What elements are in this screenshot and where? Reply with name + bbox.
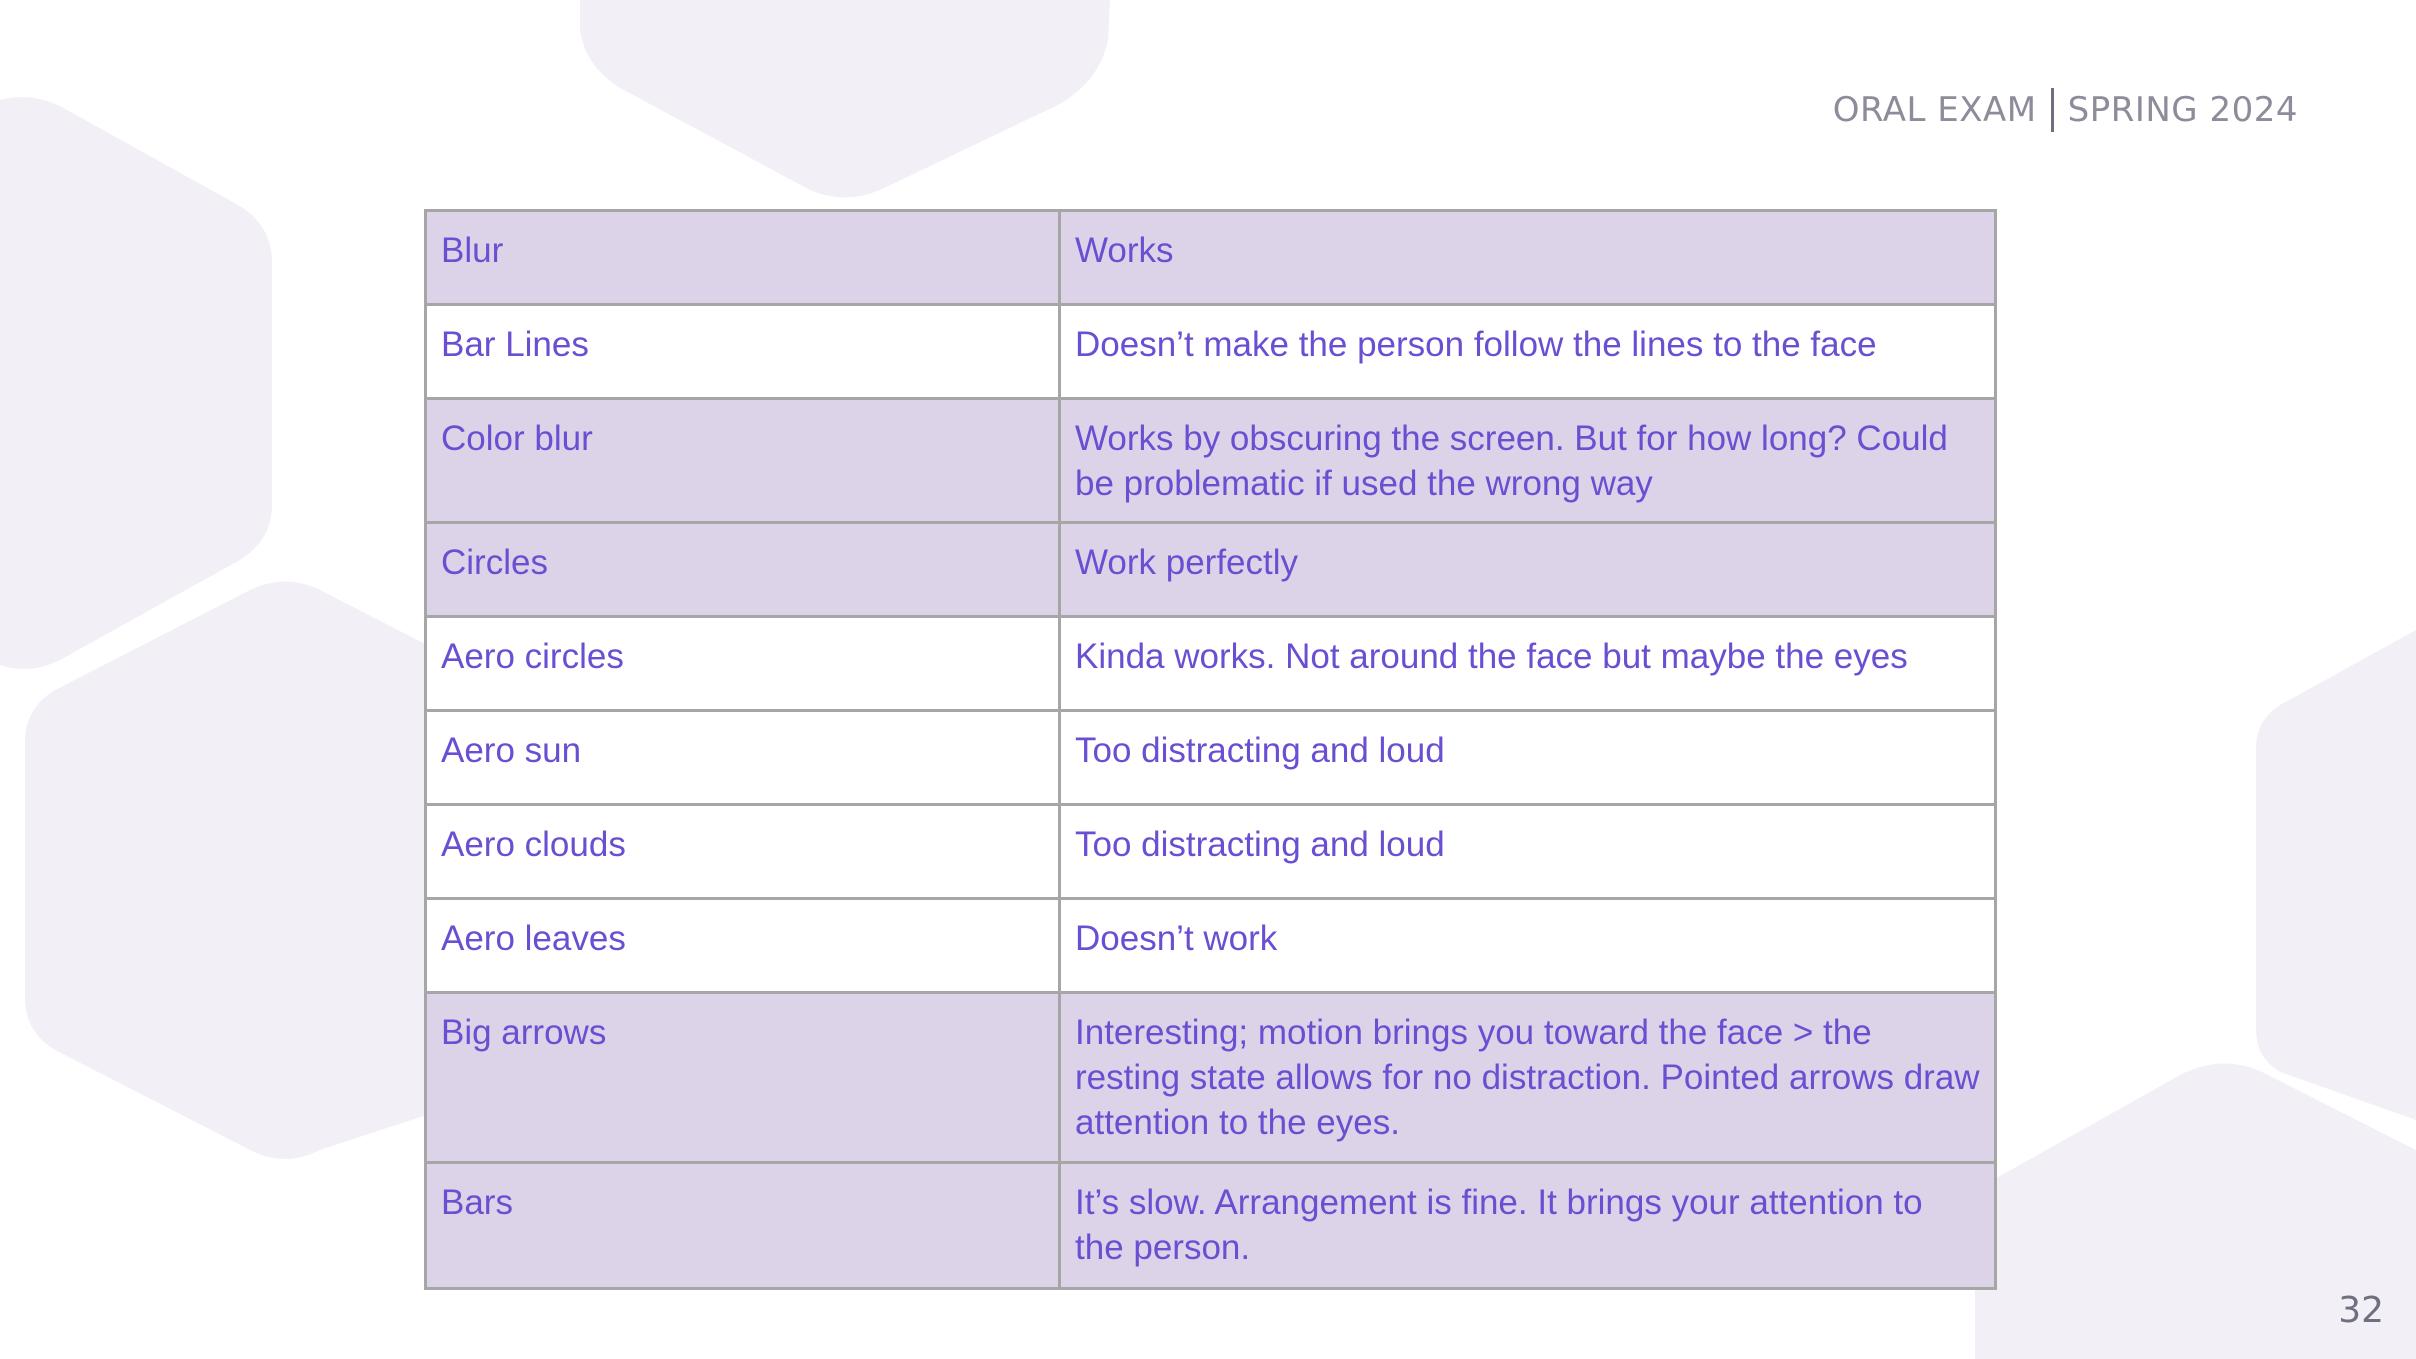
page-number: 32	[2338, 1290, 2384, 1331]
table-row	[426, 523, 1996, 617]
table-row	[426, 211, 1996, 305]
row-note-cell: Too distracting and loud	[1060, 805, 1996, 899]
table-row	[426, 399, 1996, 523]
right-upper-hexagon-shape	[2256, 630, 2416, 1120]
row-note-cell: Kinda works. Not around the face but maybe the eyes	[1060, 617, 1996, 711]
table-row	[426, 617, 1996, 711]
row-note-cell: Doesn’t work	[1060, 899, 1996, 993]
row-item-cell: Aero circles	[426, 617, 1060, 711]
left-upper-hexagon-shape	[0, 97, 272, 669]
row-note-cell: Works	[1060, 211, 1996, 305]
row-item-cell: Aero clouds	[426, 805, 1060, 899]
table-row	[426, 805, 1996, 899]
table-row	[426, 305, 1996, 399]
row-note-cell: Doesn’t make the person follow the lines to the face	[1060, 305, 1996, 399]
header-exam-label: ORAL EXAM	[1832, 90, 2037, 130]
table-row	[426, 1163, 1996, 1289]
row-note-cell: Works by obscuring the screen. But for how long? Could be problematic if used the wrong way	[1060, 399, 1996, 523]
row-note-cell: Work perfectly	[1060, 523, 1996, 617]
evaluation-table	[424, 209, 1997, 1290]
row-item-cell: Aero leaves	[426, 899, 1060, 993]
row-item-cell: Bars	[426, 1163, 1060, 1289]
row-item-cell: Aero sun	[426, 711, 1060, 805]
slide-header	[1833, 88, 2298, 132]
table-row	[426, 899, 1996, 993]
header-divider	[2051, 88, 2054, 132]
table-row	[426, 711, 1996, 805]
row-note-cell: It’s slow. Arrangement is fine. It brings your attention to the person.	[1060, 1163, 1996, 1289]
header-term-label: SPRING 2024	[2067, 90, 2298, 130]
row-item-cell: Color blur	[426, 399, 1060, 523]
table-row	[426, 993, 1996, 1163]
row-item-cell: Big arrows	[426, 993, 1060, 1163]
row-item-cell: Circles	[426, 523, 1060, 617]
row-note-cell: Too distracting and loud	[1060, 711, 1996, 805]
row-item-cell: Blur	[426, 211, 1060, 305]
top-hexagon-shape	[580, 0, 1110, 198]
row-item-cell: Bar Lines	[426, 305, 1060, 399]
row-note-cell: Interesting; motion brings you toward the face > the resting state allows for no distraction. Pointed arrows draw attention to the eyes.	[1060, 993, 1996, 1163]
